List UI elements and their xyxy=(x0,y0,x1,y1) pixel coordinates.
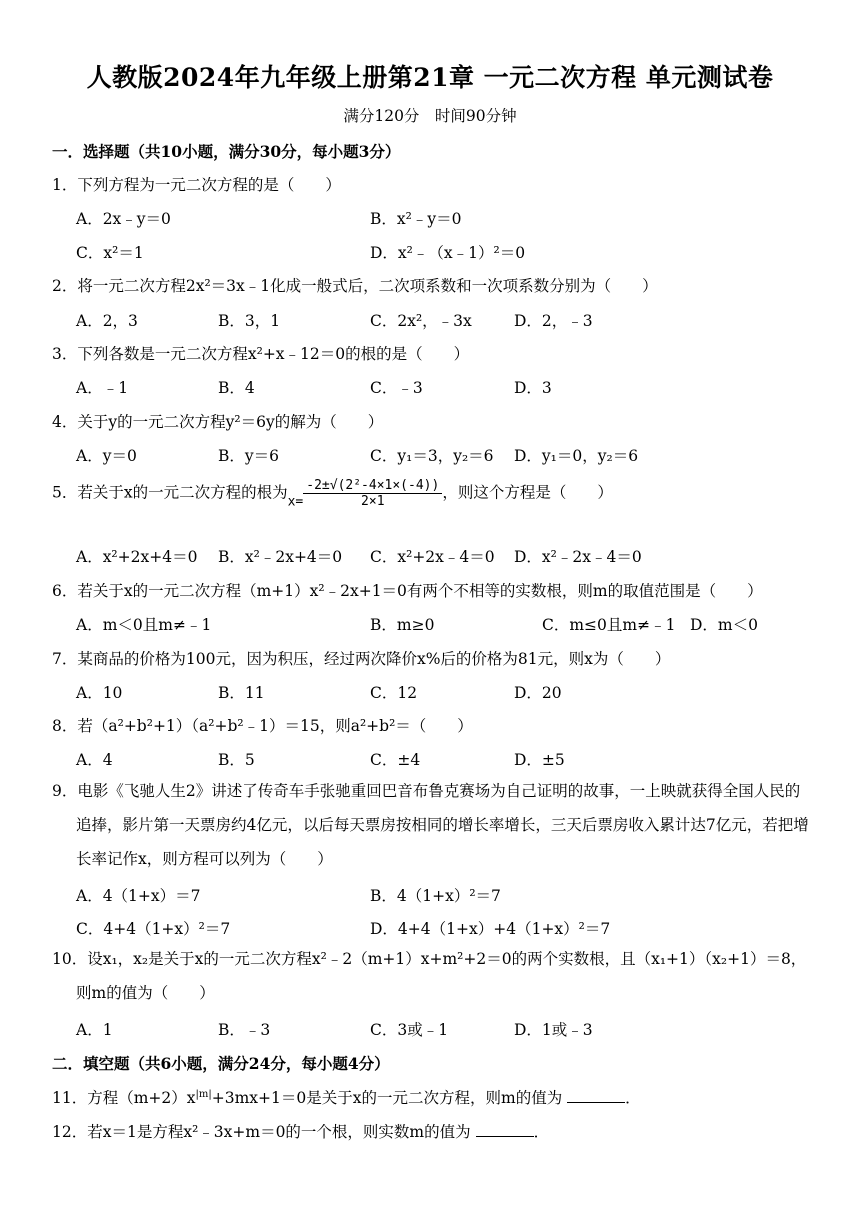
question-5-stem-prefix: 5．若关于x的一元二次方程的根为 xyxy=(52,483,288,502)
question-3-option-b: B．4 xyxy=(218,379,255,397)
question-12-stem-end: ． xyxy=(533,1123,550,1141)
question-5-option-d: D．x²﹣2x﹣4＝0 xyxy=(514,548,642,566)
question-5-formula-numerator: -2±√(2²-4×1×(-4)) xyxy=(303,478,442,494)
question-2-stem: 2．将一元二次方程2x²＝3x﹣1化成一般式后，二次项系数和一次项系数分别为（ ） xyxy=(52,277,658,295)
question-7-option-b: B．11 xyxy=(218,684,265,702)
question-5-stem-suffix: ，则这个方程是（ ） xyxy=(442,483,613,502)
question-5-option-c: C．x²+2x﹣4＝0 xyxy=(370,548,495,566)
question-7-option-c: C．12 xyxy=(370,684,418,702)
question-11-exponent: |m| xyxy=(195,1088,212,1100)
question-10-option-a: A．1 xyxy=(76,1021,113,1039)
question-4-option-b: B．y＝6 xyxy=(218,447,280,465)
question-10-option-d: D．1或﹣3 xyxy=(514,1021,593,1039)
question-3-stem: 3．下列各数是一元二次方程x²+x﹣12＝0的根的是（ ） xyxy=(52,345,470,363)
question-5-option-a: A．x²+2x+4＝0 xyxy=(76,548,198,566)
question-4-option-c: C．y₁＝3，y₂＝6 xyxy=(370,447,494,465)
question-9-option-c: C．4+4（1+x）²＝7 xyxy=(76,920,231,938)
question-1-option-b: B．x²﹣y＝0 xyxy=(370,210,462,228)
question-6-stem: 6．若关于x的一元二次方程（m+1）x²﹣2x+1＝0有两个不相等的实数根，则m的取值范围是（ ） xyxy=(52,582,763,600)
question-11-answer-blank[interactable] xyxy=(567,1088,625,1103)
question-4-option-d: D．y₁＝0，y₂＝6 xyxy=(514,447,639,465)
question-4-stem: 4．关于y的一元二次方程y²＝6y的解为（ ） xyxy=(52,413,384,431)
question-5-option-b: B．x²﹣2x+4＝0 xyxy=(218,548,343,566)
section-heading-fill: 二．填空题（共6小题，满分24分，每小题4分） xyxy=(52,1054,390,1073)
question-2-option-a: A．2，3 xyxy=(76,312,138,330)
question-8-option-c: C．±4 xyxy=(370,751,421,769)
question-7-option-d: D．20 xyxy=(514,684,562,702)
question-6-option-d: D．m＜0 xyxy=(690,616,758,634)
question-12-answer-blank[interactable] xyxy=(476,1122,534,1137)
question-9-stem: 9．电影《飞驰人生2》讲述了传奇车手张驰重回巴音布鲁克赛场为自己证明的故事，一上映就获得全国人民的追捧，影片第一天票房约4亿元，以后每天票房按相同的增长率增长，三天后票房收入累计达7亿元，若把增长率记作x，则方程可以列为（ ） xyxy=(52,782,809,868)
question-4-option-a: A．y＝0 xyxy=(76,447,137,465)
question-6-option-a: A．m＜0且m≠﹣1 xyxy=(76,616,212,634)
question-8-stem: 8．若（a²+b²+1）（a²+b²﹣1）＝15，则a²+b²＝（ ） xyxy=(52,717,473,735)
question-1-stem: 1．下列方程为一元二次方程的是（ ） xyxy=(52,176,341,194)
question-2-option-d: D．2，﹣3 xyxy=(514,312,593,330)
question-12-stem xyxy=(52,1120,549,1142)
page-title: 人教版2024年九年级上册第21章 一元二次方程 单元测试卷 xyxy=(86,63,774,92)
question-3-option-a: A．﹣1 xyxy=(76,379,129,397)
question-8-option-d: D．±5 xyxy=(514,751,565,769)
question-3-option-d: D．3 xyxy=(514,379,552,397)
section-heading-choice: 一．选择题（共10小题，满分30分，每小题3分） xyxy=(52,142,401,161)
question-9-option-b: B．4（1+x）²＝7 xyxy=(370,887,501,905)
question-3-option-c: C．﹣3 xyxy=(370,379,423,397)
page-subtitle: 满分120分 时间90分钟 xyxy=(343,107,517,125)
question-7-stem: 7．某商品的价格为100元，因为积压，经过两次降价x%后的价格为81元，则x为（ ） xyxy=(52,650,671,668)
question-2-option-b: B．3，1 xyxy=(218,312,281,330)
question-8-option-b: B．5 xyxy=(218,751,255,769)
question-8-option-a: A．4 xyxy=(76,751,113,769)
question-5-formula-denominator: 2×1 xyxy=(361,494,385,509)
question-5-root-formula xyxy=(303,478,442,509)
question-1-option-a: A．2x﹣y＝0 xyxy=(76,210,171,228)
question-7-option-a: A．10 xyxy=(76,684,123,702)
question-2-option-c: C．2x²，﹣3x xyxy=(370,312,472,330)
question-11-stem-suffix: +3mx+1＝0是关于x的一元二次方程，则m的值为 xyxy=(211,1089,563,1107)
question-10-option-b: B．﹣3 xyxy=(218,1021,271,1039)
question-5-formula-lhs: x= xyxy=(287,494,304,510)
question-10-stem: 10．设x₁，x₂是关于x的一元二次方程x²﹣2（m+1）x+m²+2＝0的两个实数根，且（x₁+1）（x₂+1）＝8，则m的值为（ ） xyxy=(52,950,807,1002)
question-10-option-c: C．3或﹣1 xyxy=(370,1021,449,1039)
question-5-stem xyxy=(52,478,613,510)
question-9-option-a: A．4（1+x）＝7 xyxy=(76,887,201,905)
question-9-option-d: D．4+4（1+x）+4（1+x）²＝7 xyxy=(370,920,611,938)
question-11-stem-prefix: 11．方程（m+2）x xyxy=(52,1089,196,1107)
question-6-option-b: B．m≥0 xyxy=(370,616,435,634)
question-12-stem-prefix: 12．若x＝1是方程x²﹣3x+m＝0的一个根，则实数m的值为 xyxy=(52,1123,471,1141)
question-6-option-c: C．m≤0且m≠﹣1 xyxy=(542,616,676,634)
question-11-stem-end: ． xyxy=(625,1089,641,1107)
question-11-stem xyxy=(52,1086,641,1108)
question-1-option-c: C．x²＝1 xyxy=(76,244,144,262)
question-1-option-d: D．x²﹣（x﹣1）²＝0 xyxy=(370,244,526,262)
